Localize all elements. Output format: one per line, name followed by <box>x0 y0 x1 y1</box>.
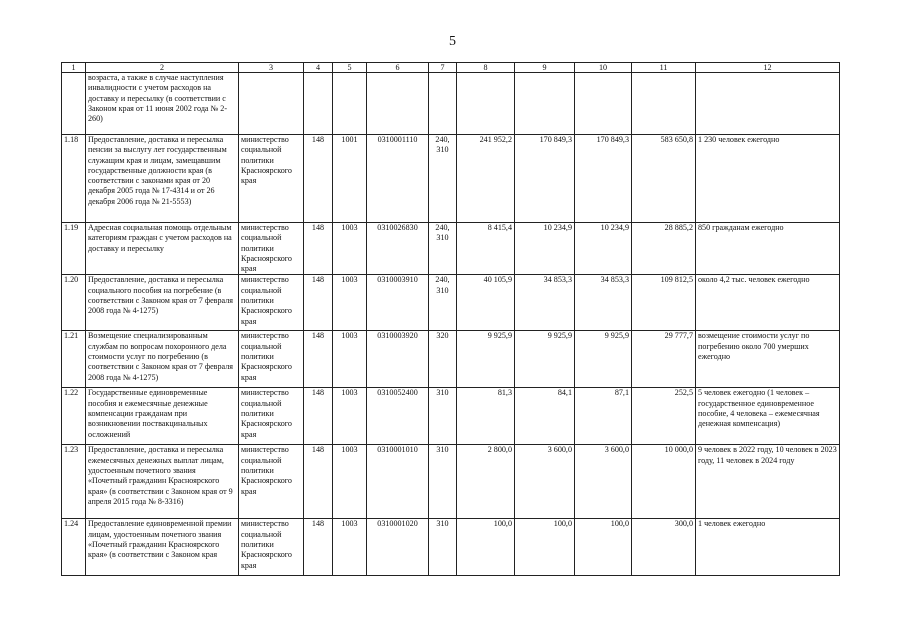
col-header: 2 <box>86 63 239 73</box>
row-expected-result: 850 гражданам ежегодно <box>696 223 840 275</box>
row-value-year-1: 40 105,9 <box>457 275 515 331</box>
row-code-target: 0310026830 <box>367 223 429 275</box>
row-code-section <box>333 73 367 135</box>
row-code-section: 1003 <box>333 223 367 275</box>
row-executor: министерство социальной политики Красноярского края <box>239 275 304 331</box>
row-value-total: 109 812,5 <box>632 275 696 331</box>
row-code-grbs: 148 <box>304 135 333 223</box>
row-expected-result: 9 человек в 2022 году, 10 человек в 2023 году, 11 человек в 2024 году <box>696 445 840 519</box>
row-expected-result: 5 человек ежегодно (1 человек – государственное единовременное пособие, 4 человека – ежемесячная денежная компенсация) <box>696 388 840 445</box>
row-value-year-2: 84,1 <box>515 388 575 445</box>
row-description: возраста, а также в случае наступления инвалидности с учетом расходов на доставку и пересылку (в соответствии с Законом края от 11 июня 2002 года № 2-260) <box>86 73 239 135</box>
row-value-year-1: 241 952,2 <box>457 135 515 223</box>
row-expected-result: около 4,2 тыс. человек ежегодно <box>696 275 840 331</box>
table-row <box>62 445 840 519</box>
row-number: 1.18 <box>62 135 86 223</box>
row-value-year-1: 9 925,9 <box>457 331 515 388</box>
col-header: 8 <box>457 63 515 73</box>
row-value-total: 300,0 <box>632 519 696 576</box>
row-description: Предоставление, доставка и пересылка социального пособия на погребение (в соответствии с Законом края от 7 февраля 2008 года № 4-1275) <box>86 275 239 331</box>
row-value-year-3: 87,1 <box>575 388 632 445</box>
row-code-section: 1001 <box>333 135 367 223</box>
table-row <box>62 135 840 223</box>
row-code-grbs: 148 <box>304 275 333 331</box>
row-number: 1.22 <box>62 388 86 445</box>
table-row <box>62 73 840 135</box>
row-code-section: 1003 <box>333 445 367 519</box>
col-header: 5 <box>333 63 367 73</box>
row-executor: министерство социальной политики Красноярского края <box>239 223 304 275</box>
table-row <box>62 519 840 576</box>
row-value-year-1 <box>457 73 515 135</box>
row-value-year-1: 2 800,0 <box>457 445 515 519</box>
row-value-year-3: 34 853,3 <box>575 275 632 331</box>
row-value-total <box>632 73 696 135</box>
col-header: 10 <box>575 63 632 73</box>
page-number: 5 <box>449 34 456 49</box>
row-code-section: 1003 <box>333 388 367 445</box>
row-value-year-2: 100,0 <box>515 519 575 576</box>
row-code-target: 0310052400 <box>367 388 429 445</box>
row-value-year-3: 10 234,9 <box>575 223 632 275</box>
row-value-year-2: 10 234,9 <box>515 223 575 275</box>
row-description: Государственные единовременные пособия и ежемесячные денежные компенсации гражданам при возникновении поствакцинальных осложнений <box>86 388 239 445</box>
row-executor: министерство социальной политики Красноярского края <box>239 388 304 445</box>
row-number: 1.23 <box>62 445 86 519</box>
table-row <box>62 388 840 445</box>
col-header: 4 <box>304 63 333 73</box>
row-code-target: 0310001110 <box>367 135 429 223</box>
col-header: 3 <box>239 63 304 73</box>
row-code-target: 0310003910 <box>367 275 429 331</box>
row-executor: министерство социальной политики Красноярского края <box>239 135 304 223</box>
table-row <box>62 223 840 275</box>
row-code-expense-type: 320 <box>429 331 457 388</box>
row-code-grbs: 148 <box>304 519 333 576</box>
row-code-grbs: 148 <box>304 445 333 519</box>
row-code-expense-type <box>429 73 457 135</box>
row-value-total: 29 777,7 <box>632 331 696 388</box>
row-value-year-3: 3 600,0 <box>575 445 632 519</box>
row-description: Адресная социальная помощь отдельным категориям граждан с учетом расходов на доставку и пересылку <box>86 223 239 275</box>
header-row <box>62 63 840 73</box>
row-value-total: 583 650,8 <box>632 135 696 223</box>
row-expected-result <box>696 73 840 135</box>
row-value-year-3 <box>575 73 632 135</box>
col-header: 1 <box>62 63 86 73</box>
row-value-year-2: 34 853,3 <box>515 275 575 331</box>
row-code-grbs: 148 <box>304 223 333 275</box>
row-expected-result: 1 230 человек ежегодно <box>696 135 840 223</box>
row-number: 1.24 <box>62 519 86 576</box>
row-value-year-1: 8 415,4 <box>457 223 515 275</box>
row-code-section: 1003 <box>333 331 367 388</box>
row-code-grbs: 148 <box>304 388 333 445</box>
row-code-target: 0310001020 <box>367 519 429 576</box>
row-value-year-1: 81,3 <box>457 388 515 445</box>
table-row <box>62 275 840 331</box>
row-code-expense-type: 310 <box>429 519 457 576</box>
row-expected-result: возмещение стоимости услуг по погребению около 700 умерших ежегодно <box>696 331 840 388</box>
row-code-expense-type: 310 <box>429 445 457 519</box>
row-number: 1.20 <box>62 275 86 331</box>
row-value-total: 28 885,2 <box>632 223 696 275</box>
col-header: 7 <box>429 63 457 73</box>
col-header: 6 <box>367 63 429 73</box>
row-code-expense-type: 240, 310 <box>429 275 457 331</box>
row-code-expense-type: 240, 310 <box>429 223 457 275</box>
row-code-section: 1003 <box>333 275 367 331</box>
row-code-target: 0310003920 <box>367 331 429 388</box>
row-value-total: 10 000,0 <box>632 445 696 519</box>
col-header: 12 <box>696 63 840 73</box>
table-row <box>62 331 840 388</box>
row-code-expense-type: 310 <box>429 388 457 445</box>
row-code-target <box>367 73 429 135</box>
row-value-year-3: 170 849,3 <box>575 135 632 223</box>
col-header: 9 <box>515 63 575 73</box>
row-description: Предоставление, доставка и пересылка ежемесячных денежных выплат лицам, удостоенным почетного звания «Почетный гражданин Красноярского края» (в соответствии с Законом края от 9 апреля 2015 года № 8-3316) <box>86 445 239 519</box>
row-value-year-3: 9 925,9 <box>575 331 632 388</box>
row-expected-result: 1 человек ежегодно <box>696 519 840 576</box>
row-code-grbs <box>304 73 333 135</box>
budget-table <box>61 62 840 576</box>
row-value-year-2: 9 925,9 <box>515 331 575 388</box>
row-description: Предоставление, доставка и пересылка пенсии за выслугу лет государственным служащим края и лицам, замещавшим государственные должности края (в соответствии с законами края от 20 декабря 2005 года № 17-4314 и от 26 декабря 2006 года № 21-5553) <box>86 135 239 223</box>
row-value-year-2: 170 849,3 <box>515 135 575 223</box>
row-value-year-2: 3 600,0 <box>515 445 575 519</box>
row-value-total: 252,5 <box>632 388 696 445</box>
row-code-section: 1003 <box>333 519 367 576</box>
row-code-expense-type: 240, 310 <box>429 135 457 223</box>
row-number: 1.21 <box>62 331 86 388</box>
row-value-year-1: 100,0 <box>457 519 515 576</box>
row-value-year-3: 100,0 <box>575 519 632 576</box>
col-header: 11 <box>632 63 696 73</box>
row-code-grbs: 148 <box>304 331 333 388</box>
row-executor <box>239 73 304 135</box>
row-number: 1.19 <box>62 223 86 275</box>
row-number <box>62 73 86 135</box>
row-executor: министерство социальной политики Красноярского края <box>239 519 304 576</box>
row-code-target: 0310001010 <box>367 445 429 519</box>
row-executor: министерство социальной политики Красноярского края <box>239 445 304 519</box>
row-description: Предоставление единовременной премии лицам, удостоенным почетного звания «Почетный гражданин Красноярского края» (в соответствии с Законом края <box>86 519 239 576</box>
row-executor: министерство социальной политики Красноярского края <box>239 331 304 388</box>
row-description: Возмещение специализированным службам по вопросам похоронного дела стоимости услуг по погребению (в соответствии с Законом края от 7 февраля 2008 года № 4-1275) <box>86 331 239 388</box>
row-value-year-2 <box>515 73 575 135</box>
